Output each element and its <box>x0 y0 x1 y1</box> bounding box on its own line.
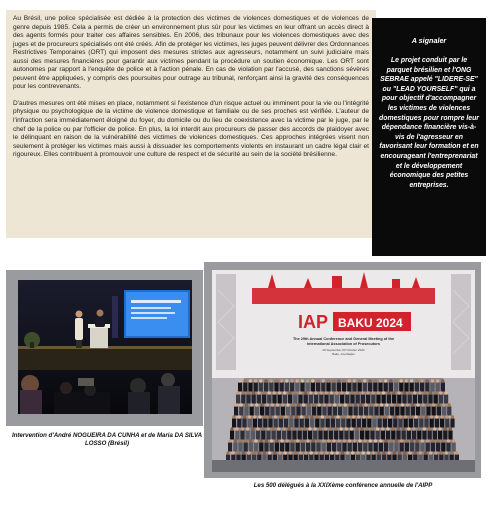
banner-place: Baku, Azerbaijan <box>332 352 355 356</box>
banner-line1-text <box>293 337 394 341</box>
banner-dates: 29 September-03 October 2024 <box>322 348 365 352</box>
article-text-box <box>6 10 376 238</box>
photo-left-caption: Intervention d'André NOGUEIRA DA CUNHA et de Maria DA SILVA LOSSO (Brésil) <box>11 432 203 447</box>
banner-place-text <box>332 352 355 356</box>
photo-right-caption: Les 500 délégués à la XXIXème conférence annuelle de l'AIPP <box>253 482 433 489</box>
banner-city: BAKU 2024 <box>338 316 403 330</box>
article-paragraph-1: Au Brésil, une police spécialisée est dédiée à la protection des victimes de violences domestiques et de violences de genre depuis 1985. Cela a permis de créer un environnement plus sûr pour les victimes en leur offrant un accès direct à des agents formés pour traiter ces affaires sensibles. En 2006, des tribunaux pour les violences domestiques avec des juges et de procureurs spécialisés ont été créés. Afin de protéger les victimes, les juges peuvent délivrer des Ordonnances Restrictives Temporaires (ORT) qui imposent des mesures strictes aux agresseurs, notamment un suivi judiciaire mais aussi des mesures financières pour garantir aux victimes pendant la procédure un soutien économique. Les ORT sont autonomes par rapport à l'enquête de police et à l'action pénale. En cas de violation par l'accusé, des sanctions sévères peuvent être appliquées, y compris des poursuites pour outrage au tribunal, renforçant ainsi la gravité des conséquences pour les contrevenants. <box>13 15 369 91</box>
conference-stage-illustration <box>18 280 192 414</box>
article-paragraph-2: D'autres mesures ont été mises en place, notamment si l'existence d'un risque actuel ou imminent pour la vie ou l'intégrité physique ou psychologique de la victime de violence domestique et familiale ou de ses proches est vérifiée. L'auteur de l'infraction sera immédiatement éloigné du foyer, du domicile ou du lieu de coexistence avec la victime par le juge, par le chef de la police ou par l'officier de police. En plus, la loi interdit aux procureurs de passer des accords de plaidoyer avec le délinquant en raison de la vulnérabilité des victimes de violences domestiques. Ces approches intégrées visent non seulement à protéger les victimes mais aussi à dissuader les comportements violents en instaurant un cadre légal clair et rigoureux. Elles contribuent à promouvoir une culture de respect et de sécurité au sein de la société brésilienne. <box>13 99 369 159</box>
banner-line1: The 29th Annual Conference and General Meeting of the <box>292 337 395 341</box>
group-photo <box>212 270 475 472</box>
signal-text: Le projet conduit par le parquet brésilien et l'ONG SEBRAE appelé "LIDERE-SE" ou "LEAD YOURSELF" qui a pour objectif d'accompagner les victimes de violences domestiques pour rompre leur dépendance financière vis-à-vis de l'agresseur en favorisant leur formation et en encourageant l'entreprenariat et le développement économique des petites entreprises. <box>379 57 479 189</box>
banner-title: IAP <box>298 312 329 332</box>
banner-line2: International Association of Prosecutors <box>306 342 381 346</box>
banner-title-text <box>298 312 328 332</box>
banner-line2-text <box>307 342 380 346</box>
banner-city-text <box>338 316 403 330</box>
iap-baku-group-illustration <box>212 270 475 472</box>
signal-box <box>372 18 486 256</box>
signal-title: A signaler <box>411 36 447 45</box>
conference-stage-photo <box>18 280 192 414</box>
